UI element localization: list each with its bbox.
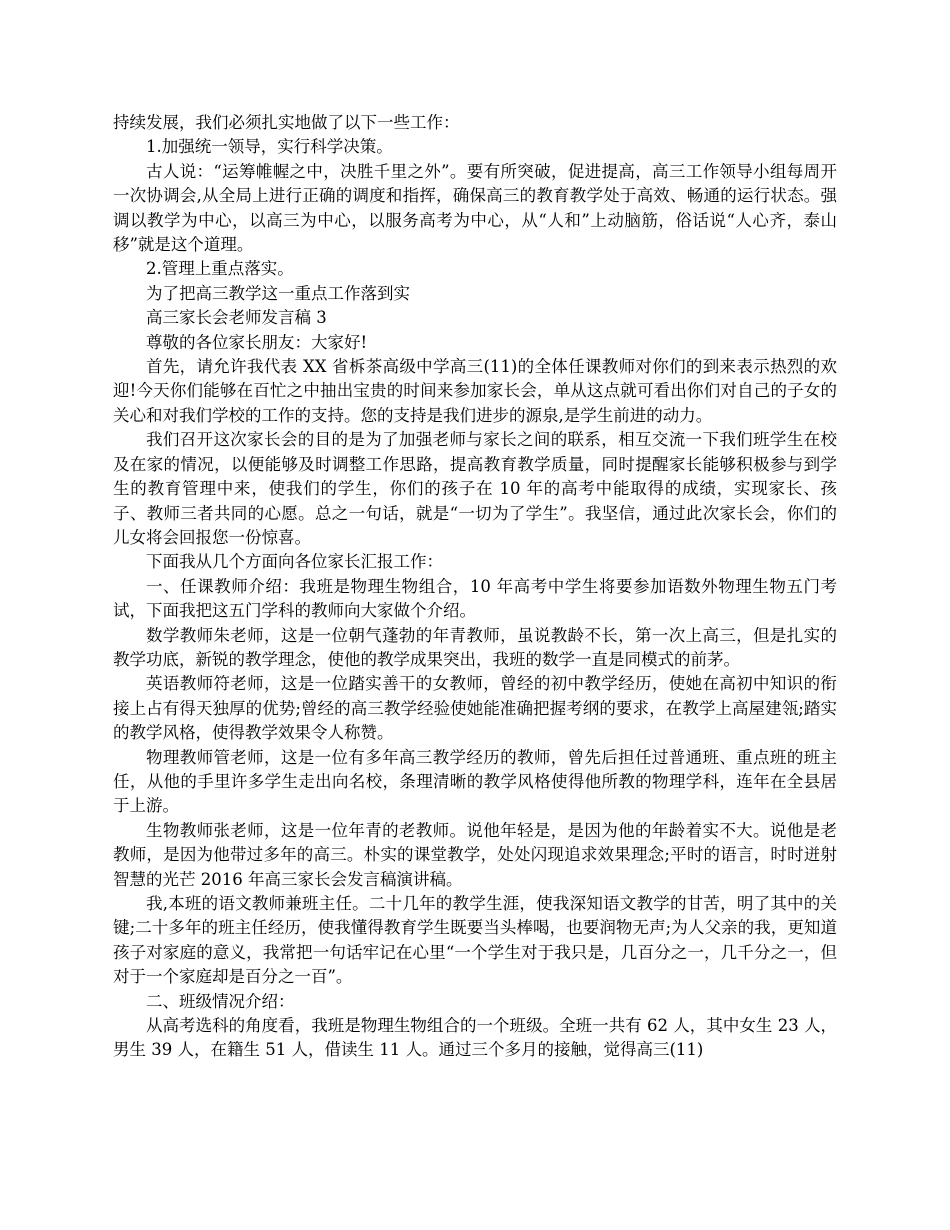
section-class-intro: 二、班级情况介绍：: [146, 991, 295, 1011]
section-teachers-intro: 一、任课教师介绍：我班是物理生物组合，10 年高考中学生将要参加语数外物理生物五门考试，下面我把这五门学科的教师向大家做个介绍。: [113, 576, 837, 621]
speech-greeting: 尊敬的各位家长朋友：大家好!: [146, 332, 368, 352]
paragraph-welcome: 首先，请允许我代表 XX 省柝茶高级中学高三(11)的全体任课教师对你们的到来表示热烈的欢迎!今天你们能够在百忙之中抽出宝贵的时间来参加家长会，单从这点就可看出你们对自己的子女的关心和对我们学校的工作的支持。您的支持是我们进步的源泉,是学生前进的动力。: [113, 357, 837, 425]
paragraph-physics-teacher: 物理教师管老师，这是一位有多年高三教学经历的教师，曾先后担任过普通班、重点班的班主任，从他的手里许多学生走出向名校，条理清晰的教学风格使得他所教的物理学科，连年在全县居于上游。: [113, 747, 837, 816]
paragraph-class-overview: 从高考选科的角度看，我班是物理生物组合的一个班级。全班一共有 62 人，其中女生 23 人，男生 39 人，在籍生 51 人，借读生 11 人。通过三个多月的接触，觉得高三(11): [113, 1016, 837, 1060]
paragraph-fragment: 为了把高三教学这一重点工作落到实: [146, 283, 410, 303]
paragraph-item-1-heading: 1.加强统一领导，实行科学决策。: [146, 137, 393, 157]
paragraph-report-intro: 下面我从几个方面向各位家长汇报工作：: [146, 552, 443, 572]
paragraph-item-2-heading: 2.管理上重点落实。: [146, 259, 294, 279]
paragraph-math-teacher: 数学教师朱老师，这是一位朝气蓬勃的年青教师，虽说教龄不长，第一次上高三，但是扎实的教学功底，新锐的教学理念，使他的教学成果突出，我班的数学一直是同模式的前茅。: [113, 625, 837, 669]
paragraph-ancient-saying: 古人说：“运筹帷幄之中，决胜千里之外”。要有所突破，促进提高，高三工作领导小组每周开一次协调会,从全局上进行正确的调度和指挥，确保高三的教育教学处于高效、畅通的运行状态。强调以教学为中心，以高三为中心，以服务高考为中心，从“人和”上动脑筋，俗话说“人心齐，泰山移”就是这个道理。: [113, 161, 837, 255]
paragraph-chinese-teacher: 我,本班的语文教师兼班主任。二十几年的教学生涯，使我深知语文教学的甘苦，明了其中的关键;二十多年的班主任经历，使我懂得教育学生既要当头棒喝，也要润物无声;为人父亲的我，更知道孩子对家庭的意义，我常把一句话牢记在心里“一个学生对于我只是，几百分之一，几千分之一，但对于一个家庭却是百分之一百”。: [113, 894, 837, 987]
paragraph-biology-teacher: 生物教师张老师，这是一位年青的老教师。说他年轻是，是因为他的年龄着实不大。说他是老教师，是因为他带过多年的高三。朴实的课堂教学，处处闪现追求效果理念;平时的语言，时时迸射智慧的光芒 2016 年高三家长会发言稿演讲稿。: [113, 820, 837, 889]
document-body: [113, 111, 837, 1063]
paragraph-continuation: 持续发展，我们必须扎实地做了以下一些工作：: [113, 113, 460, 132]
paragraph-english-teacher: 英语教师符老师，这是一位踏实善干的女教师，曾经的初中教学经历，使她在高初中知识的衔接上占有得天独厚的优势;曾经的高三教学经验使她能准确把握考纲的要求，在教学上高屋建瓴;踏实的教学风格，使得教学效果令人称赞。: [113, 674, 837, 743]
paragraph-purpose: 我们召开这次家长会的目的是为了加强老师与家长之间的联系，相互交流一下我们班学生在校及在家的情况，以便能够及时调整工作思路，提高教育教学质量，同时提醒家长能够积极参与到学生的教育管理中来，使我们的学生，你们的孩子在 10 年的高考中能取得的成绩，实现家长、孩子、教师三者共同的心愿。总之一句话，就是“一切为了学生”。我坚信，通过此次家长会，你们的儿女将会回报您一份惊喜。: [113, 430, 837, 547]
speech-title: 高三家长会老师发言稿 3: [146, 308, 327, 328]
